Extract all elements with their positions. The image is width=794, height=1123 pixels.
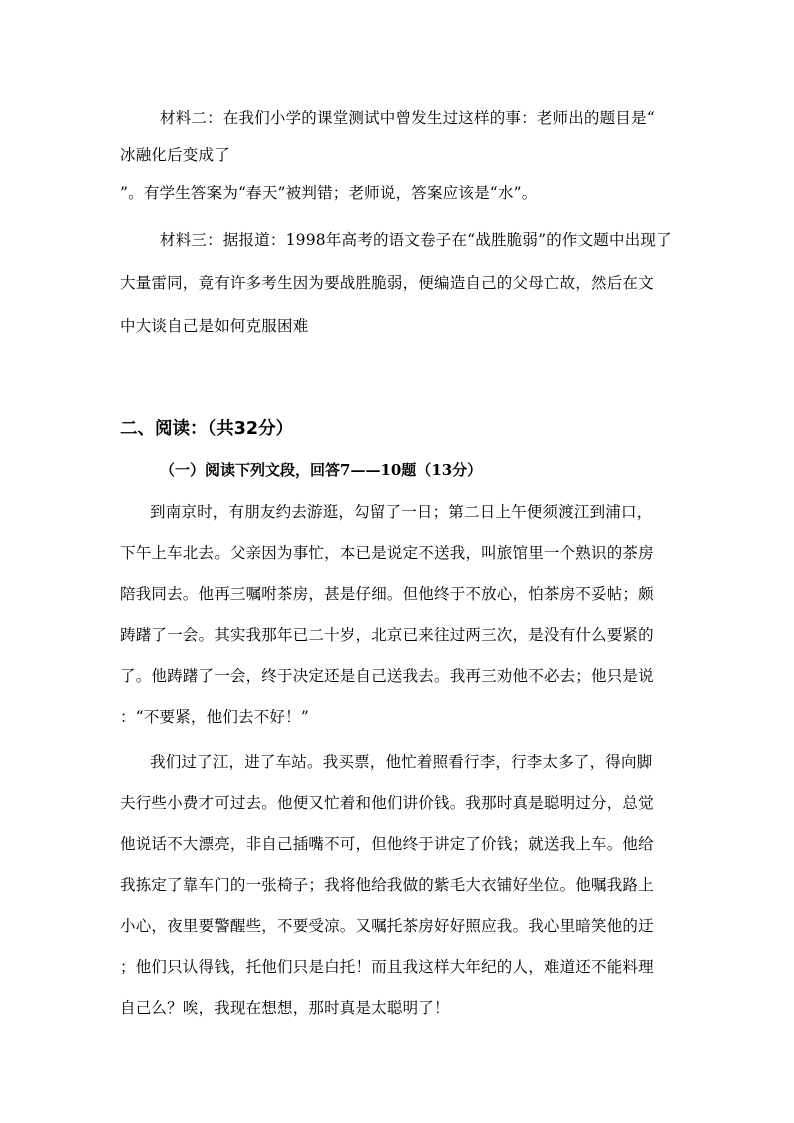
passage-p1-line: 陪我同去。他再三嘱咐茶房，甚是仔细。但他终于不放心，怕茶房不妥帖；颇 <box>120 585 654 603</box>
material-2-line-1: 材料二：在我们小学的课堂测试中曾发生过这样的事：老师出的题目是“ <box>160 109 655 127</box>
material-2-line-3: ”。有学生答案为“春天”被判错；老师说，答案应该是“水”。 <box>120 184 538 202</box>
passage-p2-line: 自己么？唉，我现在想想，那时真是太聪明了！ <box>120 999 450 1017</box>
section-title: 二、阅读：（共32分） <box>120 419 294 439</box>
passage-p1-line: 到南京时，有朋友约去游逛，勾留了一日；第二日上午便须渡江到浦口， <box>150 503 653 521</box>
passage-p2-line: ；他们只认得钱，托他们只是白托！而且我这样大年纪的人，难道还不能料理 <box>120 958 654 976</box>
material-3-line-3: 中大谈自己是如何克服困难 <box>120 317 309 335</box>
passage-p2-line: 我拣定了靠车门的一张椅子；我将他给我做的紫毛大衣铺好坐位。他嘱我路上 <box>120 876 654 894</box>
passage-p2-line: 小心，夜里要警醒些，不要受凉。又嘱托茶房好好照应我。我心里暗笑他的迂 <box>120 917 654 935</box>
material-3-line-1: 材料三：据报道：1998年高考的语文卷子在“战胜脆弱”的作文题中出现了 <box>160 231 672 249</box>
material-2-line-2: 冰融化后变成了 <box>120 146 230 164</box>
passage-p2-line: 我们过了江，进了车站。我买票，他忙着照看行李，行李太多了，得向脚 <box>150 753 653 771</box>
section-subtitle: （一）阅读下列文段，回答7——10题（13分） <box>160 461 483 479</box>
passage-p1-line: 踌躇了一会。其实我那年已二十岁，北京已来往过两三次，是没有什么要紧的 <box>120 626 654 644</box>
passage-p1-line: 下午上车北去。父亲因为事忙，本已是说定不送我，叫旅馆里一个熟识的茶房 <box>120 544 654 562</box>
passage-p2-line: 他说话不大漂亮，非自己插嘴不可，但他终于讲定了价钱；就送我上车。他给 <box>120 835 654 853</box>
passage-p1-line: 了。他踌躇了一会，终于决定还是自己送我去。我再三劝他不必去；他只是说 <box>120 667 654 685</box>
material-3-line-2: 大量雷同，竟有许多考生因为要战胜脆弱，便编造自己的父母亡故，然后在文 <box>120 274 654 292</box>
passage-p2-line: 夫行些小费才可过去。他便又忙着和他们讲价钱。我那时真是聪明过分，总觉 <box>120 794 654 812</box>
passage-p1-line: ：“不要紧，他们去不好！” <box>120 708 309 726</box>
